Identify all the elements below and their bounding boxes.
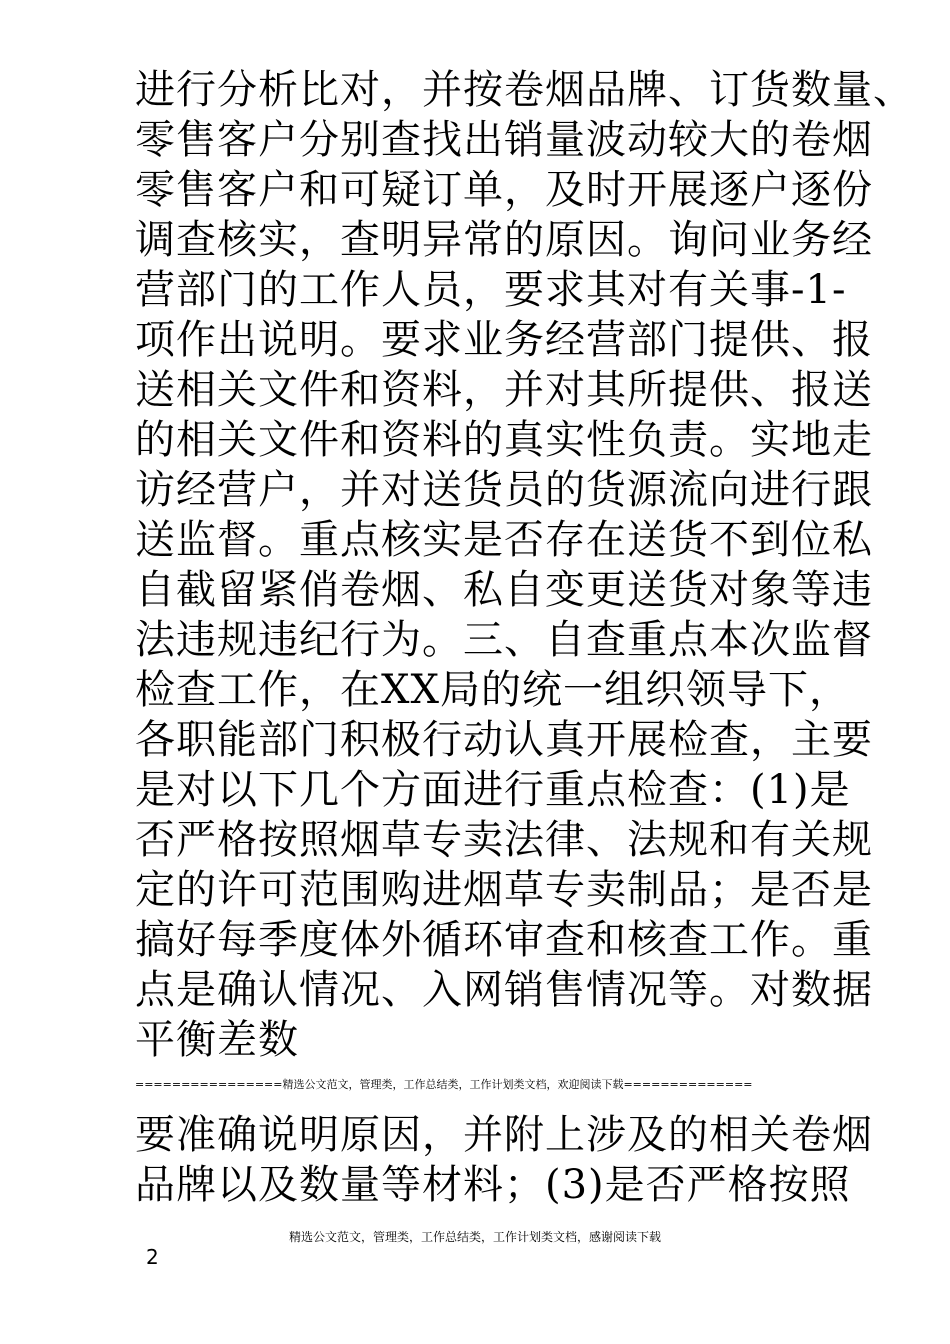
body-line: 自截留紧俏卷烟、私自变更送货对象等违	[135, 567, 873, 613]
body-line: 零售客户和可疑订单，及时开展逐户逐份	[135, 167, 873, 213]
body-line: 平衡差数	[135, 1017, 299, 1063]
body-line: 营部门的工作人员，要求其对有关事-1-	[135, 267, 847, 313]
page-number: 2	[146, 1245, 159, 1269]
body-line: 送相关文件和资料，并对其所提供、报送	[135, 367, 873, 413]
body-line: 各职能部门积极行动认真开展检查，主要	[135, 717, 873, 763]
footer-note: 精选公文范文，管理类，工作总结类，工作计划类文档，感谢阅读下载	[288, 1230, 661, 1244]
body-line: 项作出说明。要求业务经营部门提供、报	[135, 317, 873, 363]
body-line: 是对以下几个方面进行重点检查：(1)是	[135, 767, 851, 813]
body-line: 访经营户，并对送货员的货源流向进行跟	[135, 467, 873, 513]
body-line: 定的许可范围购进烟草专卖制品；是否是	[135, 867, 873, 913]
download-banner-separator: ================精选公文范文，管理类，工作总结类，工作计划类文档，欢迎阅读下载==============	[135, 1078, 753, 1091]
body-line: 点是确认情况、入网销售情况等。对数据	[135, 967, 873, 1013]
body-line: 检查工作，在XX局的统一组织领导下，	[135, 667, 850, 713]
body-line: 进行分析比对，并按卷烟品牌、订货数量、	[135, 67, 914, 113]
body-line: 品牌以及数量等材料；(3)是否严格按照	[135, 1162, 851, 1208]
body-line: 法违规违纪行为。三、自查重点本次监督	[135, 617, 873, 663]
body-line: 的相关文件和资料的真实性负责。实地走	[135, 417, 873, 463]
body-line: 否严格按照烟草专卖法律、法规和有关规	[135, 817, 873, 863]
body-line: 零售客户分别查找出销量波动较大的卷烟	[135, 117, 873, 163]
body-line: 要准确说明原因，并附上涉及的相关卷烟	[135, 1112, 873, 1158]
body-line: 搞好每季度体外循环审查和核查工作。重	[135, 917, 873, 963]
body-line: 送监督。重点核实是否存在送货不到位私	[135, 517, 873, 563]
body-line: 调查核实，查明异常的原因。询问业务经	[135, 217, 873, 263]
